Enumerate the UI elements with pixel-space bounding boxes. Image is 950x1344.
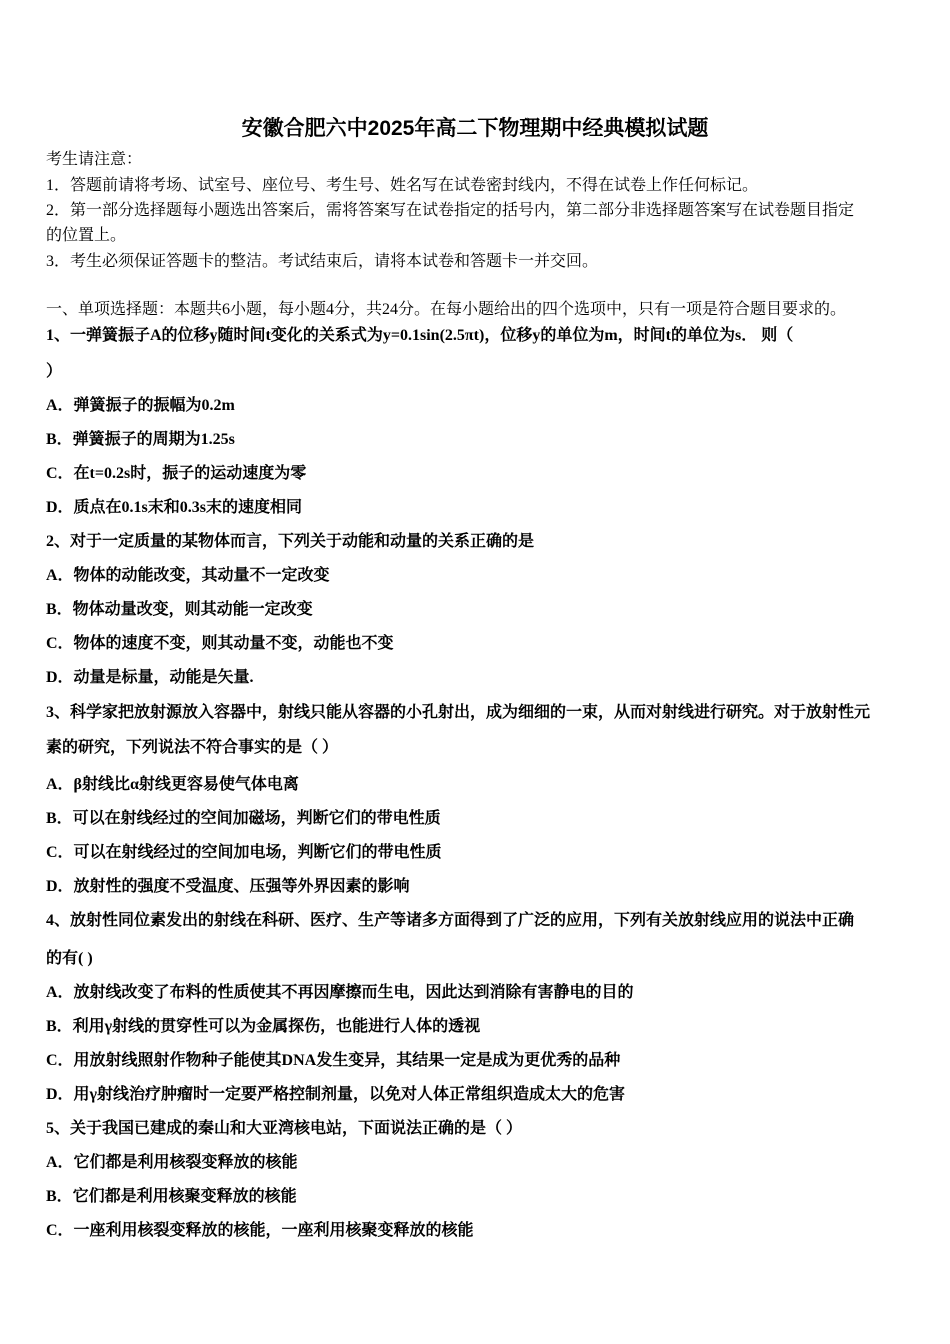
page-title: 安徽合肥六中2025年高二下物理期中经典模拟试题 [241, 117, 709, 140]
question-stem: ） [46, 363, 63, 380]
question-stem: 的有( ) [46, 950, 93, 967]
option: D．动量是标量，动能是矢量. [46, 669, 254, 686]
question-stem: 素的研究，下列说法不符合事实的是（ ） [46, 739, 339, 756]
notice-item: 1．答题前请将考场、试室号、座位号、考生号、姓名写在试卷密封线内，不得在试卷上作任何标记。 [46, 177, 759, 194]
option: C．用放射线照射作物种子能使其DNA发生变异，其结果一定是成为更优秀的品种 [46, 1052, 621, 1069]
option: A．β射线比α射线更容易使气体电离 [46, 776, 299, 793]
option: C．物体的速度不变，则其动量不变，动能也不变 [46, 635, 394, 652]
option: D．放射性的强度不受温度、压强等外界因素的影响 [46, 878, 410, 895]
question-stem: 4、放射性同位素发出的射线在科研、医疗、生产等诸多方面得到了广泛的应用，下列有关放射线应用的说法中正确 [46, 912, 855, 929]
option: C．在t=0.2s时，振子的运动速度为零 [46, 465, 307, 482]
option: B．它们都是利用核聚变释放的核能 [46, 1188, 297, 1205]
option: A．物体的动能改变，其动量不一定改变 [46, 567, 330, 584]
option: A．放射线改变了布料的性质使其不再因摩擦而生电，因此达到消除有害静电的目的 [46, 984, 634, 1001]
option: A．弹簧振子的振幅为0.2m [46, 397, 235, 414]
option: A．它们都是利用核裂变释放的核能 [46, 1154, 298, 1171]
question-stem: 2、对于一定质量的某物体而言，下列关于动能和动量的关系正确的是 [46, 533, 535, 550]
notice-heading: 考生请注意： [46, 151, 143, 168]
option: B．物体动量改变，则其动能一定改变 [46, 601, 313, 618]
option: C．一座利用核裂变释放的核能，一座利用核聚变释放的核能 [46, 1222, 474, 1239]
question-stem: 1、一弹簧振子A的位移y随时间t变化的关系式为y=0.1sin(2.5πt)，位移y的单位为m，时间t的单位为s． 则（ [46, 327, 794, 344]
question-stem: 3、科学家把放射源放入容器中，射线只能从容器的小孔射出，成为细细的一束，从而对射线进行研究。对于放射性元 [46, 704, 871, 721]
option: D．用γ射线治疗肿瘤时一定要严格控制剂量，以免对人体正常组织造成太大的危害 [46, 1086, 626, 1103]
notice-item: 的位置上。 [46, 227, 127, 244]
option: D．质点在0.1s末和0.3s末的速度相同 [46, 499, 303, 516]
notice-item: 2．第一部分选择题每小题选出答案后，需将答案写在试卷指定的括号内，第二部分非选择题答案写在试卷题目指定 [46, 202, 855, 219]
option: B．可以在射线经过的空间加磁场，判断它们的带电性质 [46, 810, 441, 827]
question-stem: 5、关于我国已建成的秦山和大亚湾核电站，下面说法正确的是（ ） [46, 1120, 523, 1137]
notice-item: 3．考生必须保证答题卡的整洁。考试结束后，请将本试卷和答题卡一并交回。 [46, 253, 599, 270]
section-heading: 一、单项选择题：本题共6小题，每小题4分，共24分。在每小题给出的四个选项中，只有一项是符合题目要求的。 [46, 301, 847, 318]
option: C．可以在射线经过的空间加电场，判断它们的带电性质 [46, 844, 442, 861]
option: B．利用γ射线的贯穿性可以为金属探伤，也能进行人体的透视 [46, 1018, 481, 1035]
option: B．弹簧振子的周期为1.25s [46, 431, 235, 448]
